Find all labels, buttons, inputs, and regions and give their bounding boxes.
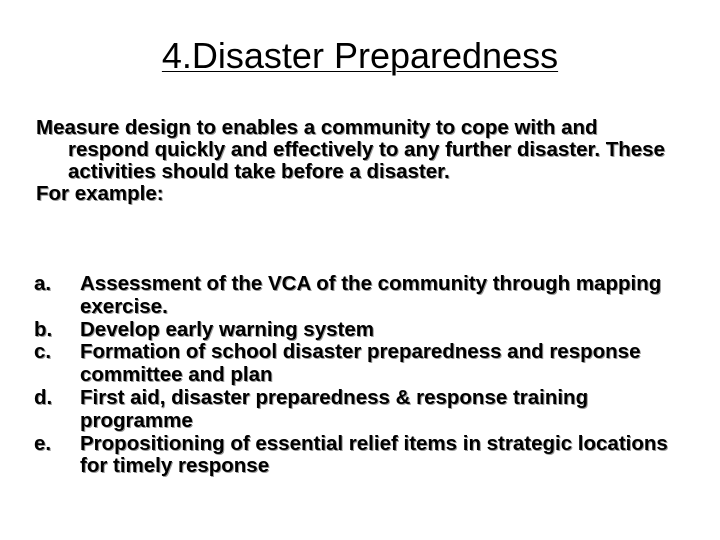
list-item-text: Formation of school disaster preparedness and response committee and plan xyxy=(80,340,641,387)
list-item-text: Develop early warning system xyxy=(80,317,374,341)
list-marker: c. xyxy=(34,340,52,364)
list-marker: a. xyxy=(34,272,52,295)
slide-title: 4.Disaster Preparedness xyxy=(161,35,559,76)
list-item xyxy=(34,387,694,433)
example-list xyxy=(34,273,694,478)
list-marker: b. xyxy=(34,317,53,341)
list-item-text: First aid, disaster preparedness & response training programme xyxy=(80,385,589,432)
list-item xyxy=(34,433,694,479)
definition-block xyxy=(36,117,676,205)
list-item xyxy=(34,273,694,319)
list-item-text: Assessment of the VCA of the community through mapping exercise. xyxy=(80,272,662,318)
list-item xyxy=(34,341,694,387)
list-marker: e. xyxy=(34,431,52,455)
list-marker: d. xyxy=(34,385,53,409)
definition-text: Measure design to enables a community to cope with and respond quickly and effectively to any further disaster. These activities should take before a disaster. xyxy=(36,116,665,183)
list-item xyxy=(34,319,694,342)
example-label: For example: xyxy=(36,182,164,205)
list-item-text: Propositioning of essential relief items in strategic locations for timely response xyxy=(80,431,668,478)
